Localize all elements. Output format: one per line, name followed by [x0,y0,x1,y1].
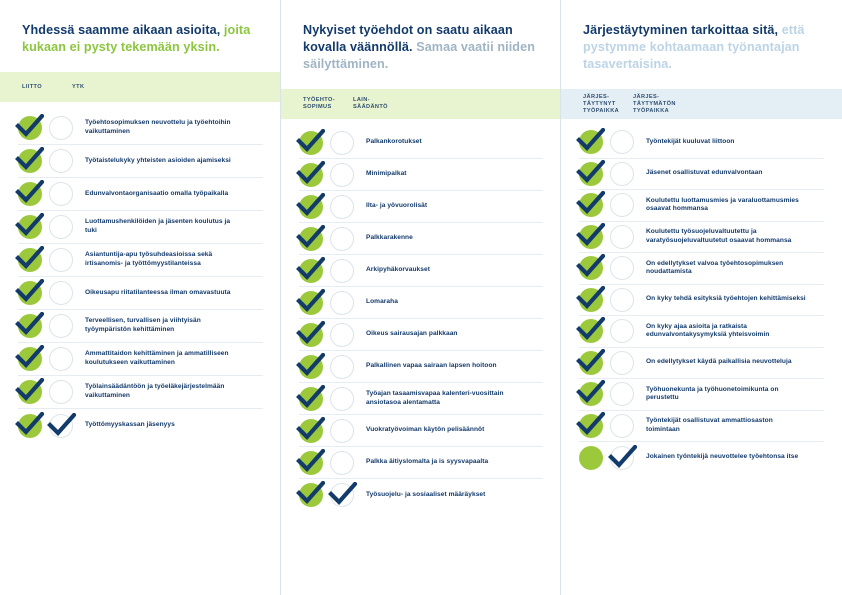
row-marks [18,380,80,404]
row-marks [299,419,361,443]
legend-label-tyoehtosopimus: TYÖEHTO- SOPIMUS [303,97,335,110]
heading-part: Nykyiset työehdot on saatu aikaan kovalla väännöllä. [303,23,513,54]
comparison-row [579,190,824,222]
checked-green-marker[interactable] [18,281,42,305]
row-marks [299,387,361,411]
empty-marker[interactable] [49,347,73,371]
rows-yhdessa [0,102,281,442]
checked-green-marker[interactable] [579,162,603,186]
check-icon [14,378,44,404]
row-label: Työehtosopimuksen neuvottelu ja työehtoihin vaikuttaminen [85,119,231,135]
legend-label-liitto: LIITTO [22,83,43,90]
empty-marker[interactable] [330,419,354,443]
comparison-row [579,285,824,317]
row-label: Ammattitaidon kehittäminen ja ammatilliseen koulutukseen vaikuttaminen [85,350,229,366]
empty-marker[interactable] [610,256,634,280]
check-icon [575,223,605,249]
checked-green-marker[interactable] [299,355,323,379]
column-heading-nykyiset [281,0,561,73]
comparison-row [579,222,824,254]
row-marks [18,149,80,173]
check-icon [14,180,44,206]
checked-green-marker[interactable] [579,130,603,154]
empty-marker[interactable] [49,380,73,404]
comparison-row [299,191,543,223]
empty-marker[interactable] [330,131,354,155]
check-icon [295,449,325,475]
empty-marker[interactable] [610,225,634,249]
row-label: Edunvalvontaorganisaatio omalla työpaikalla [85,189,229,197]
checked-green-marker[interactable] [579,193,603,217]
comparison-row [18,112,263,145]
heading-part: Järjestäytyminen tarkoittaa sitä, [583,23,782,37]
comparison-row [579,379,824,411]
check-icon [327,482,357,508]
comparison-row [299,319,543,351]
comparison-row [299,351,543,383]
empty-marker[interactable] [49,281,73,305]
comparison-row [579,411,824,443]
checked-green-marker[interactable] [299,259,323,283]
row-label: Ilta- ja yövuorolisät [366,202,428,210]
checked-green-marker[interactable] [299,163,323,187]
row-marks [18,116,80,140]
row-label: Palkka äitiyslomalta ja is syysvapaalta [366,458,489,466]
checked-white-marker[interactable] [330,483,354,507]
check-icon [295,161,325,187]
check-icon [575,412,605,438]
row-marks [579,256,641,280]
checked-green-marker[interactable] [579,319,603,343]
checked-green-marker[interactable] [299,451,323,475]
comparison-row [579,127,824,159]
checked-green-marker[interactable] [299,291,323,315]
comparison-row [18,145,263,178]
comparison-row [579,348,824,380]
column-heading-yhdessa [0,0,281,56]
empty-marker[interactable] [49,182,73,206]
check-icon [575,286,605,312]
comparison-row [18,178,263,211]
row-marks [579,162,641,186]
rows-jarjestaytyminen [561,119,842,474]
row-marks [579,130,641,154]
row-label: Palkallinen vapaa sairaan lapsen hoitoon [366,362,497,370]
check-icon [607,445,637,471]
empty-marker[interactable] [330,387,354,411]
check-icon [575,128,605,154]
row-label: Koulutettu työsuojeluvaltuutettu ja varatyösuojeluvaltuutetut osaavat hommansa [646,228,792,244]
comparison-row [299,255,543,287]
check-icon [14,345,44,371]
checked-green-marker[interactable] [18,182,42,206]
check-icon [295,321,325,347]
comparison-row [18,277,263,310]
row-marks [299,355,361,379]
check-icon [295,353,325,379]
check-icon [295,225,325,251]
check-icon [14,147,44,173]
column-jarjestaytyminen [561,0,842,595]
check-icon [14,312,44,338]
check-icon [575,349,605,375]
comparison-row [579,442,824,474]
row-marks [579,319,641,343]
empty-marker[interactable] [330,451,354,475]
check-icon [575,317,605,343]
row-marks [299,227,361,251]
row-marks [18,182,80,206]
checked-green-marker[interactable] [299,131,323,155]
row-marks [299,291,361,315]
legend-label-jarjestaytymaton: JÄRJES- TÄYTYMÄTÖN TYÖPAIKKA [633,93,676,114]
comparison-row [18,310,263,343]
legend-label-jarjestaytynyt: JÄRJES- TÄYTYNYT TYÖPAIKKA [583,93,620,114]
checked-green-marker[interactable] [18,414,42,438]
row-label: Koulutettu luottamusmies ja varaluottamusmies osaavat hommansa [646,196,799,213]
empty-marker[interactable] [49,116,73,140]
row-label: Asiantuntija-apu työsuhdeasioissa sekä irtisanomis- ja työttömyystilanteissa [85,251,213,267]
row-label: On edellytykset valvoa työehtosopimuksen noudattamista [646,259,784,276]
row-marks [299,131,361,155]
comparison-row [18,211,263,244]
row-marks [18,347,80,371]
checked-green-marker[interactable] [18,116,42,140]
row-label: On kyky tehdä esityksiä työehtojen kehittämiseksi [646,295,806,303]
legend-jarjestaytyminen [561,89,842,119]
row-marks [299,451,361,475]
checked-green-marker[interactable] [579,288,603,312]
row-label: On edellytykset käydä paikallisia neuvotteluja [646,358,792,366]
checked-green-marker[interactable] [579,256,603,280]
comparison-row [299,479,543,511]
check-icon [14,412,44,438]
empty-marker[interactable] [610,130,634,154]
rows-nykyiset [281,119,561,511]
row-label: Työtaistelukyky yhteisten asioiden ajamiseksi [85,156,231,164]
heading-part: Yhdessä saamme aikaan [22,23,177,37]
row-label: Jäsenet osallistuvat edunvalvontaan [646,169,763,177]
checked-green-marker[interactable] [299,419,323,443]
row-label: Palkankorotukset [366,138,422,146]
checked-green-marker[interactable] [579,382,603,406]
checked-white-marker[interactable] [49,414,73,438]
row-marks [18,248,80,272]
row-label: Lomaraha [366,298,398,306]
row-label: Oikeusapu riitatilanteessa ilman omavastuuta [85,288,231,296]
check-icon [14,246,44,272]
row-label: Jokainen työntekijä neuvottelee työehtonsa itse [646,453,799,461]
row-label: Työntekijät osallistuvat ammattiosaston toimintaan [646,417,773,433]
checked-green-marker[interactable] [579,414,603,438]
row-label: Terveellisen, turvallisen ja viihtyisän työympäristön kehittäminen [85,317,201,333]
comparison-row [299,159,543,191]
comparison-row [299,383,543,415]
empty-marker[interactable] [610,319,634,343]
empty-marker[interactable] [610,162,634,186]
empty-marker[interactable] [610,288,634,312]
row-label: Työhuonekunta ja työhuonetoimikunta on perustettu [646,385,779,402]
comparison-row [299,415,543,447]
comparison-row [18,376,263,409]
check-icon [295,193,325,219]
empty-marker[interactable] [49,149,73,173]
column-yhdessa [0,0,281,595]
row-label: Minimipalkat [366,170,407,178]
legend-yhdessa [0,72,281,102]
row-marks [18,414,80,438]
empty-marker[interactable] [610,414,634,438]
row-marks [299,259,361,283]
empty-marker[interactable] [330,195,354,219]
empty-marker[interactable] [49,314,73,338]
checked-green-marker[interactable] [18,347,42,371]
row-label: Luottamushenkilöiden ja jäsenten koulutus ja tuki [85,218,231,234]
empty-marker[interactable] [330,259,354,283]
heading-part: että pystymme kohtaamaan työnantajan tasavertaisina. [583,23,805,71]
check-icon [14,213,44,239]
heading-part: asioita, [176,23,224,37]
checked-green-marker[interactable] [299,323,323,347]
legend-label-lainsaadanto: LAIN- SÄÄDÄNTÖ [353,97,388,110]
check-icon [295,417,325,443]
comparison-row [18,409,263,442]
check-icon [575,380,605,406]
comparison-row [579,316,824,348]
row-label: Palkkarakenne [366,234,413,242]
empty-marker[interactable] [610,382,634,406]
green-marker[interactable] [579,446,603,470]
check-icon [295,129,325,155]
row-marks [579,193,641,217]
row-label: Työttömyyskassan jäsenyys [85,421,175,429]
check-icon [295,481,325,507]
comparison-row [18,343,263,376]
empty-marker[interactable] [49,248,73,272]
row-marks [579,446,641,470]
comparison-row [579,253,824,285]
comparison-row [299,447,543,479]
row-marks [18,281,80,305]
checked-green-marker[interactable] [18,380,42,404]
check-icon [46,413,76,439]
empty-marker[interactable] [330,163,354,187]
empty-marker[interactable] [330,227,354,251]
row-label: Työntekijät kuuluvat liittoon [646,137,735,145]
row-marks [579,351,641,375]
row-label: Vuokratyövoiman käytön pelisäännöt [366,426,485,434]
empty-marker[interactable] [330,323,354,347]
empty-marker[interactable] [49,215,73,239]
row-label: Oikeus sairausajan palkkaan [366,330,458,338]
checked-green-marker[interactable] [299,195,323,219]
checked-green-marker[interactable] [18,149,42,173]
row-marks [299,483,361,507]
row-marks [579,414,641,438]
check-icon [575,254,605,280]
check-icon [295,289,325,315]
row-label: On kyky ajaa asioita ja ratkaista edunvalvontakysymyksiä yhteisvoimin [646,322,770,339]
comparison-row [579,159,824,191]
row-label: Työsuojelu- ja sosiaaliset määräykset [366,490,486,498]
empty-marker[interactable] [610,193,634,217]
check-icon [14,279,44,305]
check-icon [575,160,605,186]
comparison-row [299,287,543,319]
checked-white-marker[interactable] [610,446,634,470]
empty-marker[interactable] [330,355,354,379]
heading-part: Samaa vaatii niiden säilyttäminen. [303,40,535,71]
row-label: Arkipyhäkorvaukset [366,266,430,274]
row-marks [579,382,641,406]
legend-label-ytk: YTK [72,83,85,90]
row-marks [579,225,641,249]
checked-green-marker[interactable] [579,351,603,375]
checked-green-marker[interactable] [579,225,603,249]
check-icon [295,385,325,411]
row-marks [18,314,80,338]
row-label: Työlainsäädäntöön ja työeläkejärjestelmään vaikuttaminen [85,383,225,399]
checked-green-marker[interactable] [18,215,42,239]
checked-green-marker[interactable] [18,248,42,272]
legend-nykyiset [281,89,561,119]
empty-marker[interactable] [610,351,634,375]
comparison-row [18,244,263,277]
heading-part: joita kukaan ei pysty tekemään yksin. [22,23,251,54]
row-marks [18,215,80,239]
checked-green-marker[interactable] [299,483,323,507]
empty-marker[interactable] [330,291,354,315]
comparison-row [299,127,543,159]
row-label: Työajan tasaamisvapaa kalenteri-vuosittain ansiotasoa alentamatta [366,389,504,406]
row-marks [579,288,641,312]
row-marks [299,195,361,219]
column-heading-jarjestaytyminen [561,0,842,73]
check-icon [295,257,325,283]
column-nykyiset [281,0,561,595]
check-icon [575,191,605,217]
check-icon [14,114,44,140]
checked-green-marker[interactable] [18,314,42,338]
checked-green-marker[interactable] [299,387,323,411]
row-marks [299,323,361,347]
row-marks [299,163,361,187]
comparison-row [299,223,543,255]
checked-green-marker[interactable] [299,227,323,251]
